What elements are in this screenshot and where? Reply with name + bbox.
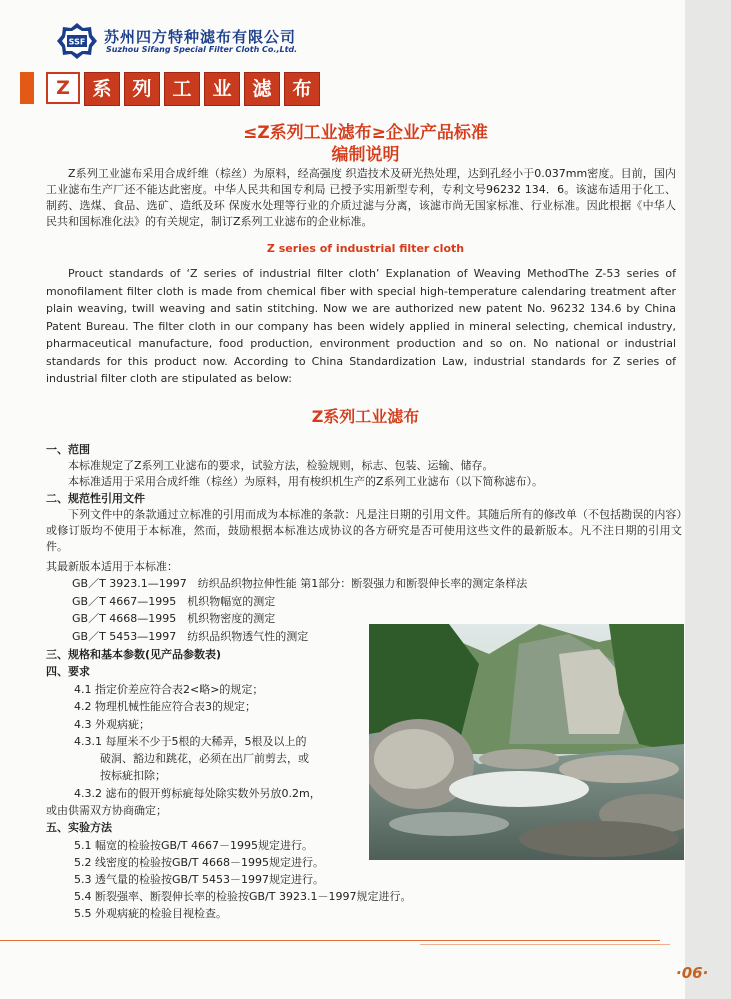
- requirement-item: 4.3.1 每厘米不少于5根的大稀弄，5根及以上的: [74, 735, 307, 748]
- test-method-item: 5.3 透气量的检验按GB/T 5453－1997规定进行。: [74, 873, 324, 886]
- intro-paragraph-cn: Z系列工业滤布采用合成纤维（棕丝）为原料，经高强度 织造技术及研光热处理，达到孔经小于0.037mm密度。目前，国内工业滤布生产厂还不能达此密度。中华人民共和国专利局 已授予实用新型专利，专利文号96232 134．6。该滤布适用于化工、制药、选煤、食品、选矿、造纸及环 保废水处理等行业的介质过滤与分离，该滤市尚无国家标准、行业标准。因此根据《中华人民共和国标准化法》的有关规定，制订Z系列工业滤布的企业标准。: [46, 167, 676, 228]
- section-heading: 五、实验方法: [46, 821, 112, 834]
- requirement-item: 4.2 物理机械性能应符合表3的规定；: [74, 700, 256, 713]
- test-method-item: 5.4 断裂强率、断裂伸长率的检验按GB/T 3923.1－1997规定进行。: [74, 890, 412, 903]
- document-title: ≤Z系列工业滤布≥企业产品标准: [243, 123, 488, 143]
- section-heading: 三、规格和基本参数(见产品参数表): [46, 648, 222, 661]
- banner-tile: 列: [124, 72, 160, 106]
- logo-text: SSF: [68, 37, 86, 47]
- banner-tile: 系: [84, 72, 120, 106]
- banner-tile: Z: [46, 72, 80, 104]
- requirement-item: 按标疵扣除；: [100, 769, 166, 782]
- requirement-item: 4.3.2 滤布的假开剪标疵每处除实数外另放0.2m，: [74, 787, 321, 800]
- banner-tile: 业: [204, 72, 240, 106]
- section-marker-bar: [20, 72, 34, 104]
- section-heading: 二、规范性引用文件: [46, 492, 145, 505]
- test-method-item: 5.1 幅宽的检验按GB/T 4667－1995规定进行。: [74, 839, 313, 852]
- test-method-item: 5.5 外观病疵的检验目视检查。: [74, 907, 227, 920]
- test-method-item: 5.2 线密度的检验按GB/T 4668－1995规定进行。: [74, 856, 324, 869]
- reference-item: GB／T 3923.1—1997 纺织品织物拉伸性能 第1部分：断裂强力和断裂伸长率的测定条样法: [72, 577, 528, 590]
- footer-rule: [0, 940, 660, 941]
- river-landscape-photo: [369, 624, 684, 860]
- reference-item: GB／T 4667—1995 机织物幅宽的测定: [72, 595, 276, 608]
- english-heading: Z series of industrial filter cloth: [266, 242, 465, 255]
- banner-tile: 布: [284, 72, 320, 106]
- document-subtitle: 编制说明: [331, 145, 400, 165]
- body-line: 其最新版本适用于本标准：: [46, 560, 178, 573]
- standard-title: Z系列工业滤布: [311, 407, 420, 426]
- reference-item: GB／T 5453—1997 纺织品织物透气性的测定: [72, 630, 309, 643]
- requirement-item: 4.1 指定价差应符合表2<略>的规定；: [74, 683, 264, 696]
- body-paragraph: 下列文件中的条款通过立标准的引用而成为本标准的条款：凡是注日期的引用文件。其随后所有的修改单（不包括勘误的内容）或修订版均不使用于本标准，然而，鼓励根据本标准达成协议的各方研究是否可使用这些文件的最新版本。凡不注日期的引用文件。: [46, 508, 682, 553]
- section-heading: 四、要求: [46, 665, 90, 678]
- reference-item: GB／T 4668—1995 机织物密度的测定: [72, 612, 276, 625]
- company-name-en: Suzhou Sifang Special Filter Cloth Co.,Ltd.: [106, 45, 298, 54]
- section-banner: [46, 72, 320, 106]
- requirement-item: 或由供需双方协商确定；: [46, 804, 167, 817]
- banner-tile: 滤: [244, 72, 280, 106]
- requirement-item: 破洞、豁边和跳花，必须在出厂前剪去，或: [100, 752, 309, 765]
- footer-rule-accent: [420, 944, 670, 945]
- company-name-cn: 苏州四方特种滤布有限公司: [104, 28, 297, 46]
- body-line: 本标准适用于采用合成纤维（棕丝）为原料，用有梭织机生产的Z系列工业滤布（以下简称滤布）。: [68, 475, 544, 488]
- intro-paragraph-en: Prouct standards of ‘Z series of industrial filter cloth’ Explanation of Weaving MethodThe Z-53 series of monofilament filter cloth is made from chemical fiber with special high-temperature calendaring treatment after plain weaving, twill weaving and satin stitching. Now we are authorized new patent No. 96232 134.6 by China Patent Bureau. The filter cloth in our company has been widely applied in mineral selecting, chemical industry, pharmaceutical manufacture, food production, environment production and so on. No national or industrial standards for this product now. According to China Standardization Law, industrial standards for Z series of industrial filter cloth are stipulated as below:: [46, 267, 676, 385]
- page-number: ·06·: [676, 964, 709, 982]
- banner-tile: 工: [164, 72, 200, 106]
- body-line: 本标准规定了Z系列工业滤布的要求，试验方法，检验规则，标志、包装、运输、储存。: [68, 459, 494, 472]
- requirement-item: 4.3 外观病疵；: [74, 718, 150, 731]
- company-logo-icon: [56, 22, 98, 60]
- section-heading: 一、范围: [46, 443, 90, 456]
